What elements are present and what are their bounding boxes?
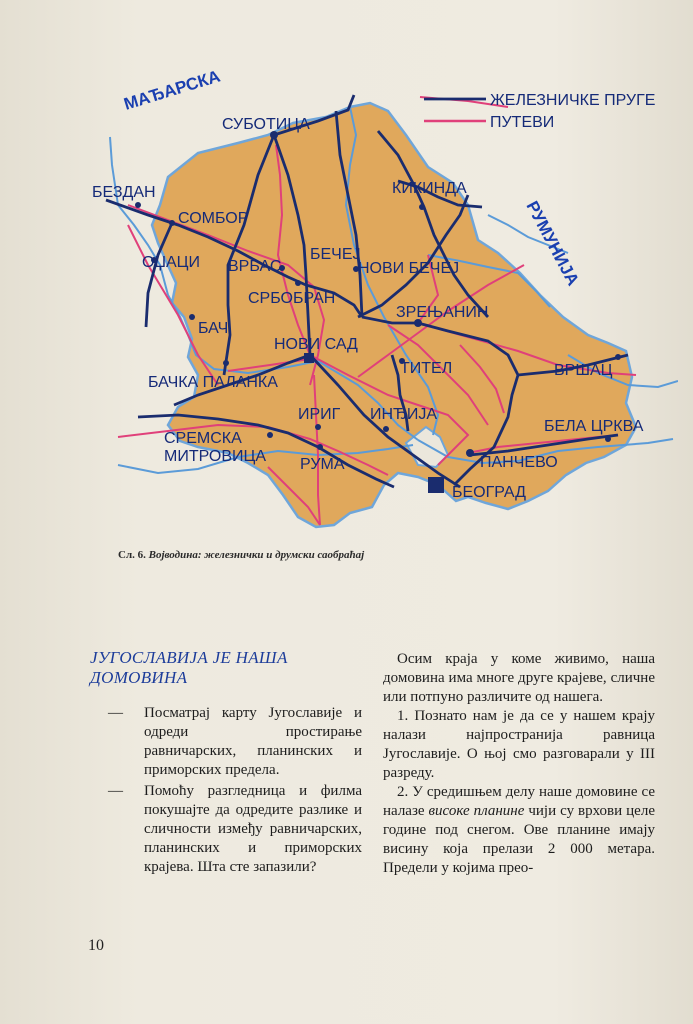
right-column bbox=[383, 650, 655, 878]
paragraph-3-start: 2. У средишњем делу наше домовине се налазе bbox=[383, 784, 655, 819]
city-sremska: СРЕМСКА bbox=[164, 430, 242, 447]
figure-caption bbox=[118, 549, 518, 561]
section-heading bbox=[90, 648, 362, 688]
paragraph-3-end: чији су врхови целе године под снегом. Ове планине имају висину која прелази 2 000 метара. Предели у којима прео- bbox=[383, 803, 655, 876]
city-vrbas: ВРБАС bbox=[228, 258, 282, 275]
city-indjija: ИНЂИЈА bbox=[370, 406, 438, 423]
city-irig: ИРИГ bbox=[298, 406, 341, 423]
city-odzaci: ОЏАЦИ bbox=[142, 254, 200, 271]
legend-roads: ПУТЕВИ bbox=[490, 114, 555, 131]
city-zrenjanin: ЗРЕЊАНИН bbox=[396, 304, 489, 321]
caption-text: Војводина: железнички и друмски саобраћај bbox=[148, 549, 365, 561]
heading-line-1: ЈУГОСЛАВИЈА ЈЕ НАША bbox=[90, 648, 288, 667]
heading-line-2: ДОМОВИНА bbox=[90, 668, 188, 687]
city-novi-sad: НОВИ САД bbox=[274, 336, 358, 353]
city-vrsac: ВРШАЦ bbox=[554, 362, 613, 379]
country-hungary: МАЂАРСКА bbox=[121, 66, 223, 114]
paragraph-3 bbox=[383, 783, 655, 878]
city-ruma: РУМА bbox=[300, 456, 345, 473]
paragraph-2: 1. Познато нам је да се у нашем крају налази најпространија равница Југославије. О њој смо разговарали у III разреду. bbox=[383, 708, 655, 781]
page-number: 10 bbox=[88, 937, 104, 954]
city-backa-palanka: БАЧКА ПАЛАНКА bbox=[148, 374, 278, 391]
city-kikinda: КИКИНДА bbox=[392, 180, 467, 197]
city-titel: ТИТЕЛ bbox=[400, 360, 453, 377]
dash-marker: — bbox=[108, 783, 123, 799]
caption-number: Сл. 6. bbox=[118, 549, 146, 561]
city-bezdan: БЕЗДАН bbox=[92, 184, 156, 201]
emphasis-high-mountains: високе планине bbox=[428, 803, 525, 819]
legend-railways: ЖЕЛЕЗНИЧКЕ ПРУГЕ bbox=[490, 92, 656, 109]
city-bela-crkva: БЕЛА ЦРКВА bbox=[544, 418, 644, 435]
city-pancevo: ПАНЧЕВО bbox=[480, 454, 558, 471]
task-text-1: Посматрај карту Југославије и одреди простирање равничарских, планинских и приморских предела. bbox=[144, 705, 362, 778]
dash-marker: — bbox=[108, 705, 123, 721]
city-bac: БАЧ bbox=[198, 320, 229, 337]
city-beograd: БЕОГРАД bbox=[452, 484, 526, 501]
city-novi-becej: НОВИ БЕЧЕЈ bbox=[358, 260, 460, 277]
city-subotica: СУБОТИЦА bbox=[222, 116, 310, 133]
task-item bbox=[90, 704, 362, 780]
city-mitrovica: МИТРОВИЦА bbox=[164, 448, 267, 465]
country-romania: РУМУНИЈА bbox=[522, 197, 583, 289]
city-srbobran: СРБОБРАН bbox=[248, 290, 336, 307]
paragraph-1: Осим краја у коме живимо, наша домовина има многе друге крајеве, сличне или потпуно различите од нашега. bbox=[383, 651, 655, 705]
vojvodina-map bbox=[88, 55, 678, 545]
task-text-2: Помоћу разгледница и филма покушајте да одредите разлике и сличности између равничарских, планинских и приморских крајева. Шта сте запазили? bbox=[144, 783, 362, 875]
left-column bbox=[90, 648, 362, 879]
city-sombor: СОМБОР bbox=[178, 210, 249, 227]
city-becej: БЕЧЕЈ bbox=[310, 246, 361, 263]
task-item bbox=[90, 782, 362, 877]
